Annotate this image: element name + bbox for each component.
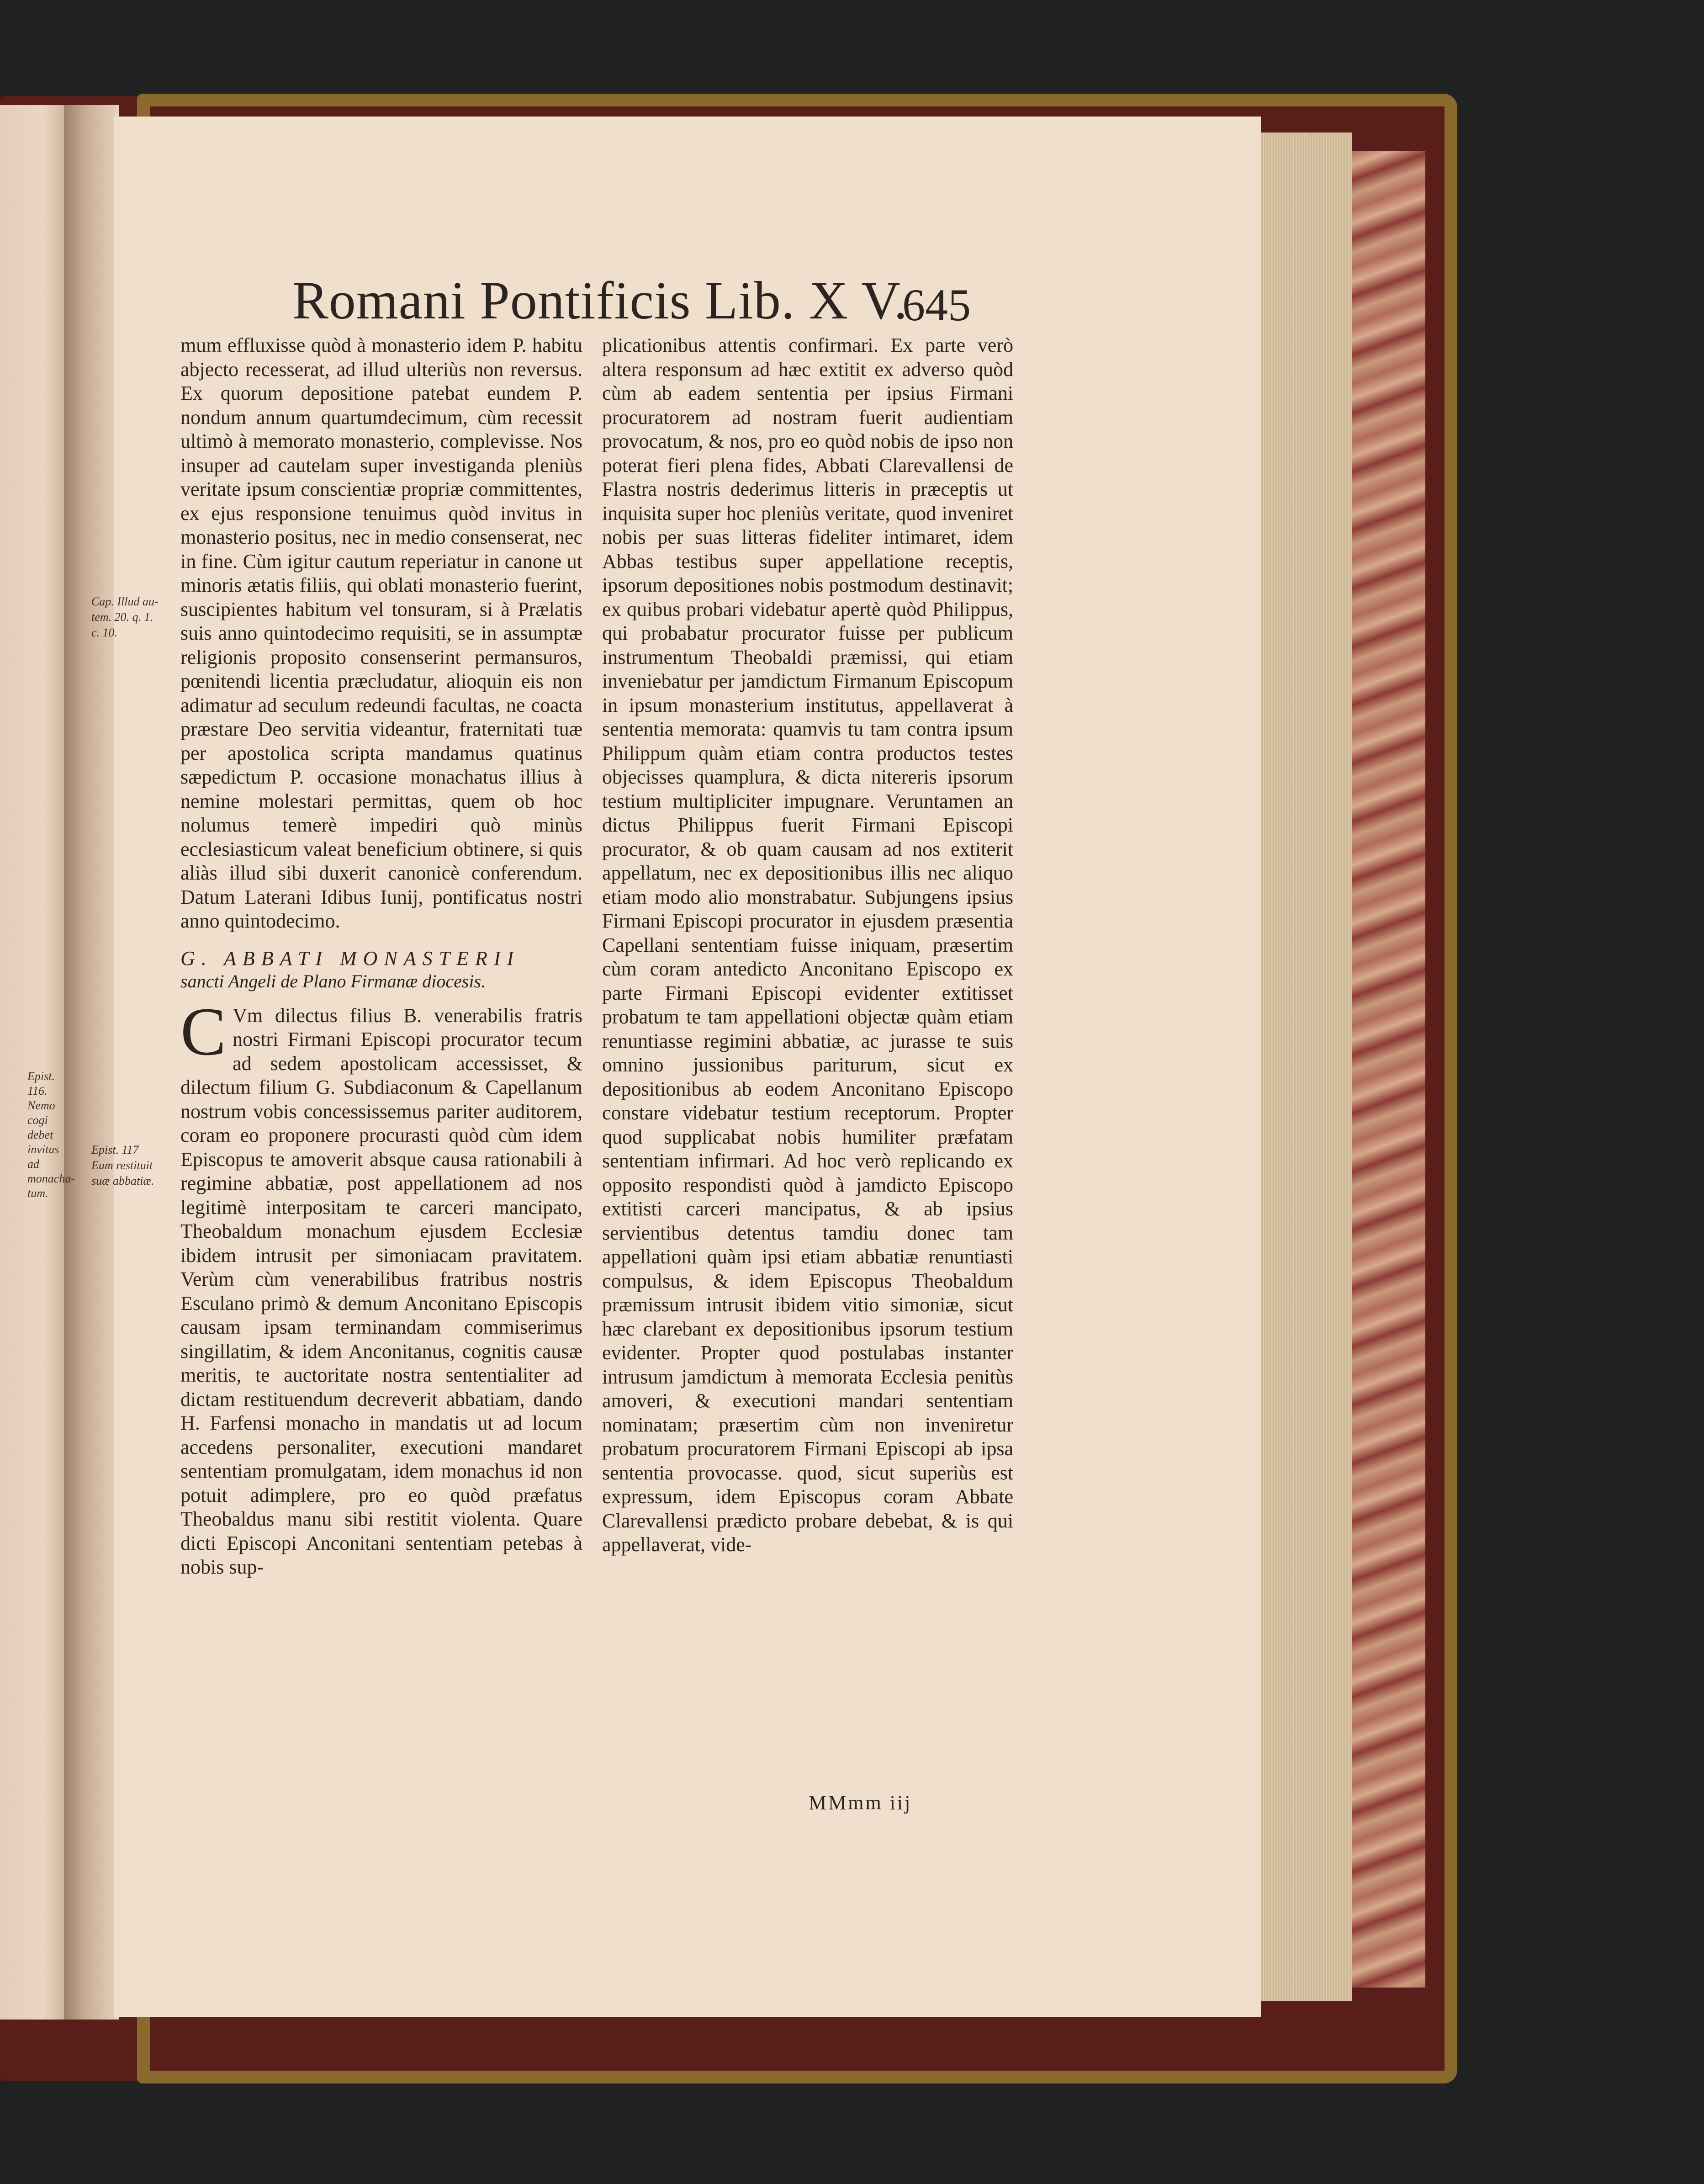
heading-subtitle: sancti Angeli de Plano Firmanæ diocesis. [180, 970, 486, 991]
right-text-column [602, 334, 1013, 1557]
drop-cap: C [180, 993, 227, 1070]
running-title: Romani Pontificis Lib. X V. [292, 270, 908, 330]
signature-mark: MMmm iij [809, 1792, 912, 1814]
letter-heading [180, 947, 582, 993]
margin-note-epistle: Epist. 117 Eum restituit suæ abbatiæ. [91, 1143, 154, 1187]
page-block-edge [1261, 133, 1352, 2001]
paragraph: mum effluxisse quòd à monasterio idem P. habitu abjecto recesserat, ad illud ulteriùs non reversus. Ex quorum depositione patebat eundem P. nondum annum quartumdecimum, cùm recessit ultimò à memorato monasterio, complevisse. Nos insuper ad cautelam super investiganda pleniùs veritate ipsum conscientiæ propriæ committentes, ex ejus responsione tenuimus quòd invitus in monasterio positus, nec in medio consenserat, nec in fine. Cùm igitur cautum reperiatur in canone ut minoris ætatis filiis, qui oblati monasterio fuerint, suscipientes habitum vel tonsuram, si à Prælatis suis anno quintodecimo requisiti, se in assumptæ religionis proposito consenserint permansuros, pœnitendi licentia præcludatur, alioquin eis non adimatur ad seculum redeundi facultas, ne coacta præstare Deo servitia videantur, fraternitati tuæ per apostolica scripta mandamus quatinus sæpedictum P. occasione monachatus illius à nemine molestari permittas, quem ob hoc nolumus temerè impediri quò minùs ecclesiasticum valeat beneficium obtinere, si quis aliàs illud sibi duxerit canonicè conferendum. Datum Laterani Idibus Iunij, pontificatus nostri anno quintodecimo. [180, 334, 582, 932]
marbled-endpaper [1352, 151, 1425, 1988]
book-gutter [64, 105, 119, 2020]
margin-note-canon: Cap. Illud au- tem. 20. q. 1. c. 10. [91, 595, 159, 639]
page-number: 645 [902, 280, 971, 330]
left-text-column [180, 334, 582, 1580]
left-page-edge [0, 105, 72, 2020]
heading-addressee: G. ABBATI MONASTERII [180, 947, 520, 970]
paragraph: C Vm dilectus filius B. venerabilis fratris nostri Firmani Episcopi procurator tecum ad sedem apostolicam accessisset, & dilectum filium G. Subdiaconum & Capellanum nostrum vobis concessissemus pariter auditorem, coram eo proponere procurasti quòd cùm idem Episcopus te amoverit absque causa rationabili à regimine abbatiæ, post appellationem ad nos legitimè interpositam te carceri mancipato, Theobaldum monachum ejusdem Ecclesiæ ibidem intrusit per simoniacam pravitatem. Verùm cùm venerabilibus fratribus nostris Esculano primò & demum Anconitano Episcopis causam ipsam terminandam commiserimus singillatim, & idem Anconitanus, cognitis causæ meritis, te auctoritate nostra sententialiter ad dictam restituendum decreverit abbatiam, dando H. Farfensi monacho in mandatis ut ad locum accedens personaliter, executioni mandaret sententiam promulgatam, idem monachus id non potuit adimplere, pro eo quòd præfatus Theobaldus manu sibi restitit violenta. Quare dicti Episcopi Anconitani sententiam petebas à nobis sup- [180, 993, 582, 1578]
left-page-margin-note: Epist. 116. Nemo cogi debet invitus ad monacha- tum. [27, 1070, 75, 1200]
paragraph: plicationibus attentis confirmari. Ex parte verò altera responsum ad hæc extitit ex adverso quòd cùm ab eadem sententia per ipsius Firmani procuratorem ad nostram fuerit audientiam provocatum, & nos, pro eo quòd nobis de ipso non poterat fieri plena fides, Abbati Clarevallensi de Flastra nostris dederimus litteris in præceptis ut inquisita super hoc pleniùs veritate, quod inveniret nobis per suas litteras fideliter intimaret, idem Abbas testibus super appellatione receptis, ipsorum depositiones nobis postmodum destinavit; ex quibus probari videbatur apertè quòd Philippus, qui probabatur procurator fuisse per publicum instrumentum Theobaldi præmissi, qui etiam inveniebatur per jamdictum Firmanum Episcopum in ipsum monasterium institutus, appellaverat à sententia memorata: quamvis tu tam contra ipsum Philippum quàm etiam contra productos testes objecisses quamplura, & dicta nitereris ipsorum testium multipliciter impugnare. Veruntamen an dictus Philippus fuerit Firmani Episcopi procurator, & ob quam causam ad nos extiterit appellatum, nec ex depositionibus illis nec aliquo etiam modo alio monstrabatur. Subjungens ipsius Firmani Episcopi procurator in ejusdem præsentia Capellani sententiam fuisse iniquam, præsertim cùm coram antedicto Anconitano Episcopo ex parte Firmani Episcopi evidenter extitisset probatum te tam appellationi objectæ quàm etiam renuntiasse regimini abbatiæ, ac jurasse te suis omnino jussionibus pariturum, sicut ex depositionibus ab eodem Anconitano Episcopo constare videbatur testium receptorum. Propter quod supplicabat nobis humiliter præfatam sententiam infirmari. Ad hoc verò replicando ex opposito respondisti quòd à jamdicto Episcopo extitisti carceri mancipatus, & ab ipsius servientibus detentus tamdiu donec tam appellationi quàm ipsi etiam abbatiæ renuntiasti compulsus, & idem Episcopus Theobaldum præmissum intrusit ibidem vitio simoniæ, sicut hæc clarebant ex depositionibus ipsorum testium evidenter. Propter quod postulabas instanter intrusum jamdictum à memorata Ecclesia penitùs amoveri, & executioni mandari sententiam nominatam; præsertim cùm non inveniretur probatum procuratorem Firmani Episcopi ab ipsa sententia provocasse. quod, sicut superiùs est expressum, idem Episcopus coram Abbate Clarevallensi prædicto probare debebat, & is qui appellaverat, vide- [602, 334, 1013, 1556]
